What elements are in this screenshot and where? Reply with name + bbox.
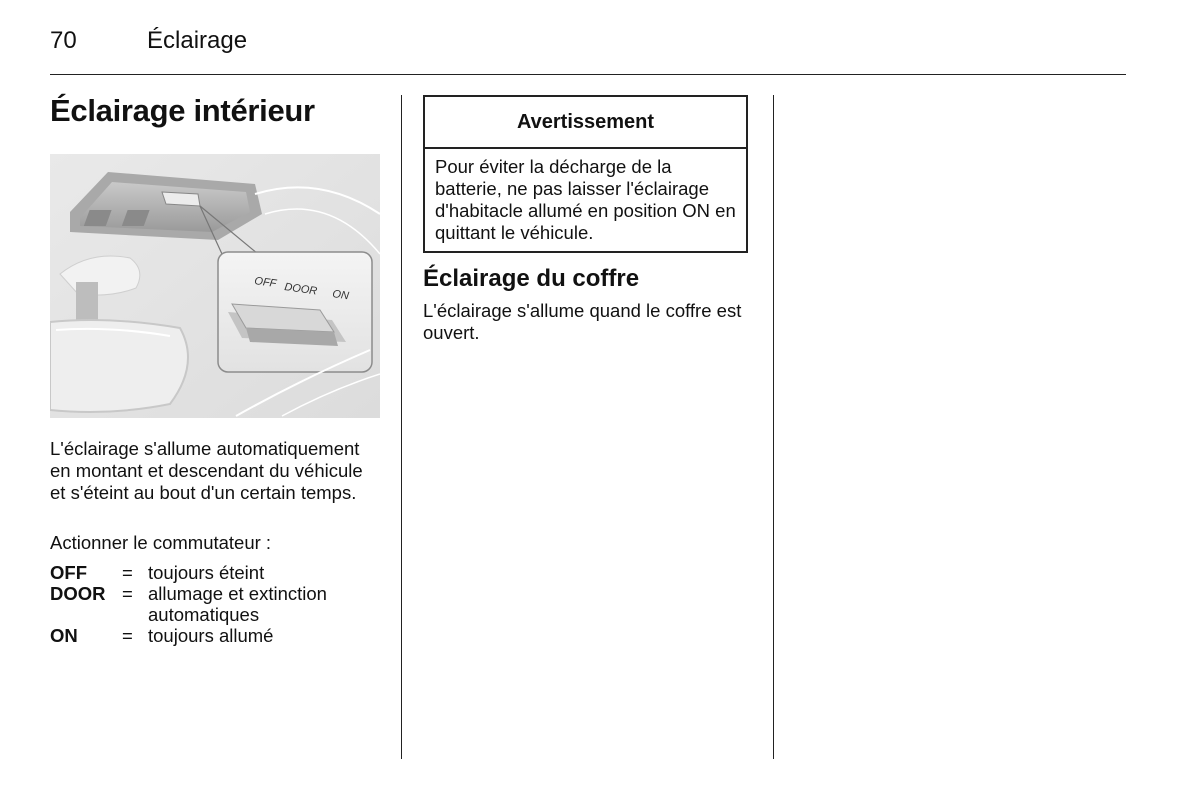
warning-title: Avertissement [425, 97, 746, 149]
column-left [50, 92, 382, 646]
warning-text: Pour éviter la décharge de la batterie, ne pas laisser l'éclairage d'habitacle allumé en position ON en quittant le véhicule. [435, 156, 736, 243]
column-divider-left [401, 95, 402, 759]
paragraph-actuate-switch: Actionner le commutateur : [50, 532, 272, 553]
switch-equals: = [122, 562, 133, 583]
switch-row-on [50, 625, 382, 646]
switch-description: allumage et extinction automatiques [148, 583, 327, 625]
switch-equals: = [122, 583, 133, 604]
column-divider-right [773, 95, 774, 759]
interior-light-illustration [50, 154, 380, 418]
switch-description: toujours éteint [148, 562, 265, 583]
paragraph-auto-lighting: L'éclairage s'allume automatiquement en montant et descendant du véhicule et s'éteint au bout d'un certain temps. [50, 438, 363, 503]
switch-position-list [50, 562, 382, 646]
switch-key: OFF [50, 562, 87, 583]
warning-box [423, 95, 748, 253]
figure-label-on: ON [331, 288, 350, 303]
running-title: Éclairage [147, 27, 248, 54]
paragraph-trunk-lighting: L'éclairage s'allume quand le coffre est ouvert. [423, 300, 742, 343]
section-title: Éclairage intérieur [50, 93, 315, 128]
figure-label-off: OFF [253, 275, 278, 291]
switch-row-door [50, 583, 382, 625]
switch-row-off [50, 562, 382, 583]
page-header [50, 26, 1126, 56]
subsection-title-trunk: Éclairage du coffre [423, 265, 640, 292]
switch-key: DOOR [50, 583, 106, 604]
header-rule [50, 74, 1126, 75]
switch-key: ON [50, 625, 78, 646]
switch-description: toujours allumé [148, 625, 274, 646]
figure-label-door: DOOR [283, 281, 318, 298]
page-number: 70 [50, 27, 77, 54]
switch-equals: = [122, 625, 133, 646]
